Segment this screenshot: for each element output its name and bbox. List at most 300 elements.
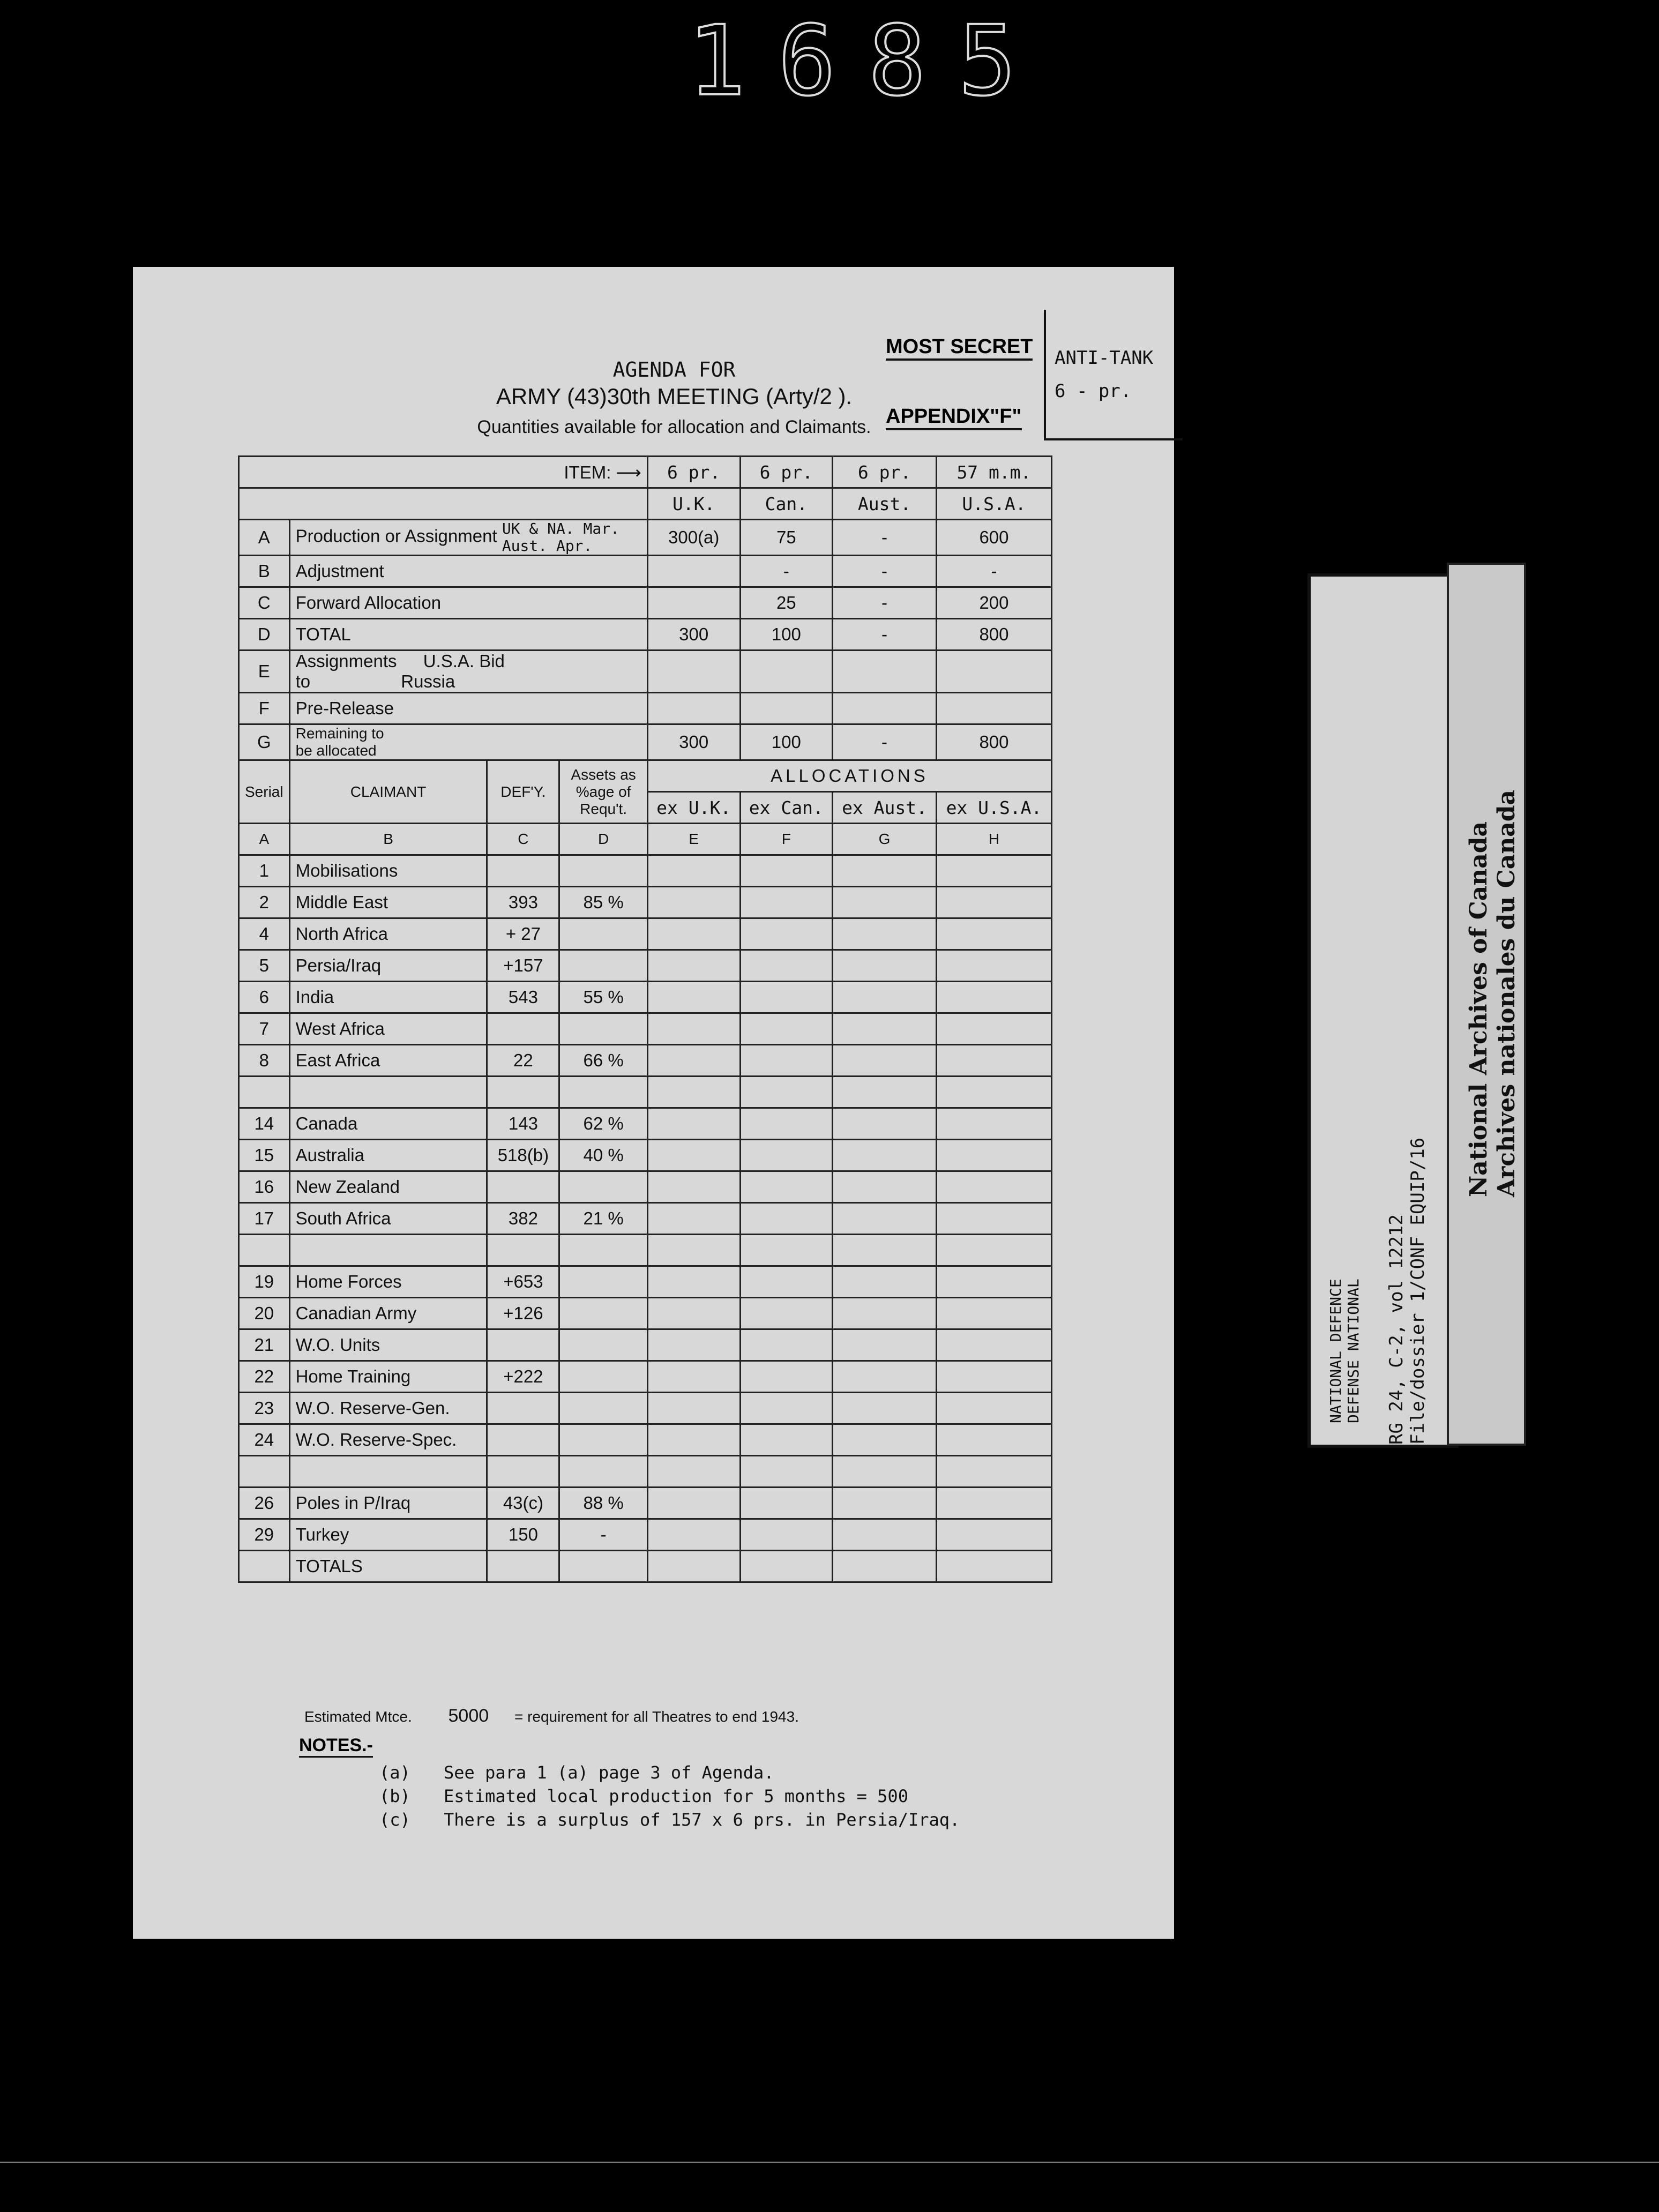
row-code: B (239, 556, 290, 587)
notes-heading: NOTES.- (299, 1735, 373, 1758)
table-row (239, 1235, 1052, 1266)
allocation-cell (740, 1077, 833, 1108)
allocation-cell (647, 1519, 740, 1551)
allocation-cell (936, 1013, 1051, 1045)
tag-line-2: 6 - pr. (1055, 380, 1132, 402)
origin-header: U.S.A. (936, 488, 1051, 520)
serial-number: 8 (239, 1045, 290, 1077)
allocation-cell (833, 1456, 937, 1488)
allocation-cell (647, 887, 740, 918)
row-code: G (239, 724, 290, 760)
allocation-cell (936, 1519, 1051, 1551)
blank-cell (936, 693, 1051, 724)
row-label-text: Adjustment (295, 561, 384, 581)
serial-number: 1 (239, 855, 290, 887)
allocation-cell (740, 1298, 833, 1329)
column-letter: C (487, 824, 559, 855)
serial-number: 29 (239, 1519, 290, 1551)
table-row (239, 1171, 1052, 1203)
deficiency-value (487, 855, 559, 887)
allocation-cell (936, 918, 1051, 950)
table-row (239, 520, 1052, 556)
item-label: ITEM: ⟶ (239, 457, 648, 488)
claimant-name: India (289, 982, 487, 1013)
allocation-cell (647, 1361, 740, 1393)
deficiency-value: 22 (487, 1045, 559, 1077)
row-label-text: Forward Allocation (295, 593, 442, 612)
deficiency-value: 382 (487, 1203, 559, 1235)
table-row (239, 488, 1052, 520)
allocation-cell (936, 1203, 1051, 1235)
deficiency-value (487, 1424, 559, 1456)
origin-header: U.K. (647, 488, 740, 520)
allocation-cell (740, 1456, 833, 1488)
allocation-cell (833, 1108, 937, 1140)
serial-number: 4 (239, 918, 290, 950)
allocation-cell (647, 982, 740, 1013)
allocation-cell (833, 982, 937, 1013)
assets-percent: 21 % (559, 1203, 648, 1235)
allocation-cell (647, 1077, 740, 1108)
allocation-cell (833, 1140, 937, 1171)
allocation-cell (740, 1424, 833, 1456)
allocation-cell (936, 887, 1051, 918)
assets-percent (559, 1456, 648, 1488)
title-line-3: Quantities available for allocation and Claimants. (477, 417, 871, 437)
ex-header: ex Aust. (833, 792, 937, 824)
assets-percent (559, 1424, 648, 1456)
allocation-cell (647, 1045, 740, 1077)
allocations-header: ALLOCATIONS (647, 760, 1051, 792)
deficiency-value (487, 1013, 559, 1045)
allocation-cell (833, 1361, 937, 1393)
claimant-name: W.O. Reserve-Spec. (289, 1424, 487, 1456)
supply-value: 600 (936, 520, 1051, 556)
supply-value: - (833, 619, 937, 651)
row-label (289, 651, 647, 693)
national-archives-label: National Archives of Canada Archives nationales du Canada (1465, 789, 1520, 1197)
allocation-cell (833, 1045, 937, 1077)
assets-percent (559, 918, 648, 950)
assets-percent (559, 1329, 648, 1361)
claimant-name (289, 1077, 487, 1108)
blank-cell (239, 488, 648, 520)
column-letter: B (289, 824, 487, 855)
serial-number (239, 1456, 290, 1488)
allocation-cell (936, 1171, 1051, 1203)
column-letter: F (740, 824, 833, 855)
table-row (239, 1519, 1052, 1551)
supply-value: 800 (936, 619, 1051, 651)
blank-cell (833, 693, 937, 724)
allocation-cell (740, 1203, 833, 1235)
document-sheet (133, 267, 1174, 1939)
table-row (239, 693, 1052, 724)
assets-percent: 85 % (559, 887, 648, 918)
allocation-cell (936, 855, 1051, 887)
serial-number: 14 (239, 1108, 290, 1140)
allocation-cell (833, 1077, 937, 1108)
claimant-name: Middle East (289, 887, 487, 918)
assets-percent (559, 1393, 648, 1424)
remaining-value: - (833, 724, 937, 760)
deficiency-value (487, 1329, 559, 1361)
allocation-cell (833, 1329, 937, 1361)
remaining-value: 300 (647, 724, 740, 760)
allocation-cell (740, 855, 833, 887)
allocation-table (238, 455, 1052, 1583)
claimant-name: Poles in P/Iraq (289, 1488, 487, 1519)
national-defence-label: NATIONAL DEFENCE DEFENSE NATIONAL (1327, 1279, 1362, 1423)
table-row (239, 1329, 1052, 1361)
table-row (239, 587, 1052, 619)
table-row (239, 1298, 1052, 1329)
table-row (239, 1456, 1052, 1488)
assets-percent (559, 950, 648, 982)
assets-percent (559, 1361, 648, 1393)
supply-value (647, 556, 740, 587)
table-row (239, 1488, 1052, 1519)
remaining-value: 100 (740, 724, 833, 760)
claimant-name: Australia (289, 1140, 487, 1171)
allocation-cell (740, 1551, 833, 1582)
table-row (239, 982, 1052, 1013)
serial-number: 23 (239, 1393, 290, 1424)
deficiency-value: +157 (487, 950, 559, 982)
blank-cell (647, 693, 740, 724)
assets-percent: 40 % (559, 1140, 648, 1171)
supply-value: 100 (740, 619, 833, 651)
allocation-cell (740, 950, 833, 982)
table-row (239, 556, 1052, 587)
allocation-cell (936, 1077, 1051, 1108)
allocation-cell (833, 887, 937, 918)
item-type: 6 pr. (740, 457, 833, 488)
table-row (239, 760, 1052, 792)
allocation-cell (936, 1266, 1051, 1298)
deficiency-value: + 27 (487, 918, 559, 950)
serial-number: 22 (239, 1361, 290, 1393)
allocation-cell (833, 1235, 937, 1266)
column-letter: A (239, 824, 290, 855)
item-tag (1044, 310, 1183, 440)
table-row (239, 1045, 1052, 1077)
allocation-cell (647, 1329, 740, 1361)
table-row (239, 619, 1052, 651)
table-row (239, 651, 1052, 693)
allocation-cell (936, 1488, 1051, 1519)
allocation-cell (740, 1171, 833, 1203)
allocation-cell (647, 1171, 740, 1203)
allocation-cell (936, 1456, 1051, 1488)
allocation-cell (833, 1203, 937, 1235)
table-row (239, 724, 1052, 760)
serial-number: 16 (239, 1171, 290, 1203)
supply-value (647, 587, 740, 619)
allocation-cell (936, 1424, 1051, 1456)
blank-cell (740, 693, 833, 724)
assets-percent (559, 855, 648, 887)
supply-value: - (833, 520, 937, 556)
supply-value: 300 (647, 619, 740, 651)
supply-value: 75 (740, 520, 833, 556)
table-row (239, 1424, 1052, 1456)
allocation-cell (647, 855, 740, 887)
row-label (289, 556, 647, 587)
column-letter: E (647, 824, 740, 855)
allocation-cell (833, 1266, 937, 1298)
deficiency-header: DEF'Y. (487, 760, 559, 824)
allocation-cell (740, 1393, 833, 1424)
assets-percent (559, 1298, 648, 1329)
table-row (239, 918, 1052, 950)
deficiency-value (487, 1393, 559, 1424)
allocation-cell (833, 855, 937, 887)
ex-header: ex Can. (740, 792, 833, 824)
allocation-cell (936, 1393, 1051, 1424)
table-row (239, 887, 1052, 918)
claimant-name: TOTALS (289, 1551, 487, 1582)
table-row (239, 855, 1052, 887)
title-block (433, 358, 915, 438)
archive-reference-strip (1307, 573, 1459, 1448)
assets-percent: - (559, 1519, 648, 1551)
allocation-cell (740, 1266, 833, 1298)
table-row (239, 1013, 1052, 1045)
film-edge-line (0, 2162, 1659, 2163)
row-code: D (239, 619, 290, 651)
serial-number (239, 1551, 290, 1582)
column-letter: H (936, 824, 1051, 855)
claimant-name: Mobilisations (289, 855, 487, 887)
table-row (239, 1108, 1052, 1140)
allocation-cell (647, 1424, 740, 1456)
row-label: Pre-Release (289, 693, 647, 724)
deficiency-value (487, 1456, 559, 1488)
assign-label: Assignments (295, 651, 397, 671)
row-code: F (239, 693, 290, 724)
allocation-cell (936, 950, 1051, 982)
row-code: C (239, 587, 290, 619)
supply-value: - (833, 556, 937, 587)
allocation-cell (833, 1488, 937, 1519)
serial-number: 21 (239, 1329, 290, 1361)
allocation-cell (647, 1108, 740, 1140)
supply-value: 300(a) (647, 520, 740, 556)
assets-percent (559, 1171, 648, 1203)
serial-number: 7 (239, 1013, 290, 1045)
claimant-name: East Africa (289, 1045, 487, 1077)
assets-percent: 88 % (559, 1488, 648, 1519)
row-label (289, 587, 647, 619)
table-row (239, 1140, 1052, 1171)
allocation-cell (647, 1488, 740, 1519)
allocation-cell (936, 1235, 1051, 1266)
assets-header: Assets as %age of Requ't. (559, 760, 648, 824)
claimant-name: Canada (289, 1108, 487, 1140)
item-type: 57 m.m. (936, 457, 1051, 488)
column-letter: D (559, 824, 648, 855)
blank-cell (647, 651, 740, 693)
allocation-cell (740, 982, 833, 1013)
notes-list (379, 1761, 960, 1832)
deficiency-value: 543 (487, 982, 559, 1013)
claimant-name: New Zealand (289, 1171, 487, 1203)
allocation-cell (647, 1235, 740, 1266)
allocation-cell (936, 1108, 1051, 1140)
allocation-cell (833, 1298, 937, 1329)
allocation-cell (647, 1551, 740, 1582)
allocation-cell (647, 1298, 740, 1329)
deficiency-value (487, 1077, 559, 1108)
frame-number: 1685 (687, 5, 1049, 117)
allocation-cell (740, 1329, 833, 1361)
row-label: Remaining to be allocated (289, 724, 647, 760)
deficiency-value: 43(c) (487, 1488, 559, 1519)
blank-cell (833, 651, 937, 693)
serial-number: 2 (239, 887, 290, 918)
estimated-label: Estimated Mtce. (304, 1708, 412, 1725)
allocation-cell (936, 982, 1051, 1013)
table-row (239, 457, 1052, 488)
table-row (239, 1393, 1052, 1424)
allocation-cell (740, 1361, 833, 1393)
table-row (239, 1551, 1052, 1582)
deficiency-value: 518(b) (487, 1140, 559, 1171)
origin-header: Aust. (833, 488, 937, 520)
deficiency-value: +222 (487, 1361, 559, 1393)
assets-percent: 66 % (559, 1045, 648, 1077)
allocation-cell (740, 1235, 833, 1266)
allocation-cell (740, 1108, 833, 1140)
allocation-cell (833, 1171, 937, 1203)
serial-number: 6 (239, 982, 290, 1013)
classification: MOST SECRET (886, 335, 1033, 361)
estimated-text: = requirement for all Theatres to end 1943. (514, 1708, 799, 1725)
assets-percent (559, 1077, 648, 1108)
row-label-text: Production or Assignment (295, 526, 497, 546)
claimant-name: Home Forces (289, 1266, 487, 1298)
deficiency-value: +653 (487, 1266, 559, 1298)
row-label (289, 520, 647, 556)
allocation-cell (647, 950, 740, 982)
origin-header: Can. (740, 488, 833, 520)
assign-label: to (295, 671, 311, 691)
allocation-cell (647, 1203, 740, 1235)
allocation-cell (833, 1424, 937, 1456)
deficiency-value (487, 1171, 559, 1203)
assign-sub: U.S.A. Bid (423, 651, 505, 671)
allocation-cell (833, 950, 937, 982)
serial-number: 24 (239, 1424, 290, 1456)
assets-percent: 62 % (559, 1108, 648, 1140)
claimant-header: CLAIMANT (289, 760, 487, 824)
deficiency-value: 150 (487, 1519, 559, 1551)
remaining-value: 800 (936, 724, 1051, 760)
assets-percent (559, 1551, 648, 1582)
serial-number: 19 (239, 1266, 290, 1298)
allocation-cell (647, 1456, 740, 1488)
ex-header: ex U.S.A. (936, 792, 1051, 824)
table-row (239, 1266, 1052, 1298)
allocation-cell (740, 887, 833, 918)
claimant-name (289, 1235, 487, 1266)
serial-number: 5 (239, 950, 290, 982)
allocation-cell (936, 1551, 1051, 1582)
note-item: (c) There is a surplus of 157 x 6 prs. in Persia/Iraq. (379, 1810, 960, 1830)
claimant-name (289, 1456, 487, 1488)
table-row (239, 824, 1052, 855)
archives-label-strip (1447, 563, 1526, 1446)
note-item: (a) See para 1 (a) page 3 of Agenda. (379, 1762, 774, 1783)
title-line-2: ARMY (43)30th MEETING (Arty/2 ). (496, 384, 853, 409)
supply-value: - (740, 556, 833, 587)
allocation-cell (833, 1393, 937, 1424)
allocation-cell (740, 918, 833, 950)
row-code: E (239, 651, 290, 693)
claimant-name: Persia/Iraq (289, 950, 487, 982)
row-label (289, 619, 647, 651)
serial-number: 26 (239, 1488, 290, 1519)
claimant-name: Canadian Army (289, 1298, 487, 1329)
estimated-value: 5000 (448, 1706, 489, 1726)
blank-cell (936, 651, 1051, 693)
allocation-cell (833, 1519, 937, 1551)
allocation-cell (647, 1393, 740, 1424)
item-type: 6 pr. (647, 457, 740, 488)
assets-percent (559, 1013, 648, 1045)
tag-line-1: ANTI-TANK (1055, 347, 1154, 369)
allocation-cell (740, 1519, 833, 1551)
note-item: (b) Estimated local production for 5 months = 500 (379, 1786, 908, 1806)
supply-value: - (833, 587, 937, 619)
claimant-name: West Africa (289, 1013, 487, 1045)
row-code: A (239, 520, 290, 556)
allocation-cell (936, 1329, 1051, 1361)
table-row (239, 1077, 1052, 1108)
allocation-cell (833, 1551, 937, 1582)
claimant-name: South Africa (289, 1203, 487, 1235)
allocation-cell (647, 1266, 740, 1298)
allocation-cell (936, 1045, 1051, 1077)
allocation-cell (647, 1140, 740, 1171)
supply-value: 200 (936, 587, 1051, 619)
claimant-name: Turkey (289, 1519, 487, 1551)
item-type: 6 pr. (833, 457, 937, 488)
appendix-label: APPENDIX"F" (886, 405, 1022, 430)
row-note: UK & NA. Mar. Aust. Apr. (502, 520, 619, 555)
deficiency-value: +126 (487, 1298, 559, 1329)
assign-sub: Russia (401, 671, 455, 691)
allocation-cell (740, 1488, 833, 1519)
serial-number (239, 1235, 290, 1266)
deficiency-value: 143 (487, 1108, 559, 1140)
assets-percent (559, 1235, 648, 1266)
table-row (239, 1361, 1052, 1393)
assets-percent: 55 % (559, 982, 648, 1013)
supply-value: 25 (740, 587, 833, 619)
deficiency-value (487, 1551, 559, 1582)
deficiency-value (487, 1235, 559, 1266)
allocation-cell (740, 1045, 833, 1077)
allocation-cell (936, 1140, 1051, 1171)
blank-cell (740, 651, 833, 693)
claimant-name: North Africa (289, 918, 487, 950)
allocation-cell (740, 1013, 833, 1045)
column-letter: G (833, 824, 937, 855)
claimant-name: Home Training (289, 1361, 487, 1393)
claimant-name: W.O. Units (289, 1329, 487, 1361)
